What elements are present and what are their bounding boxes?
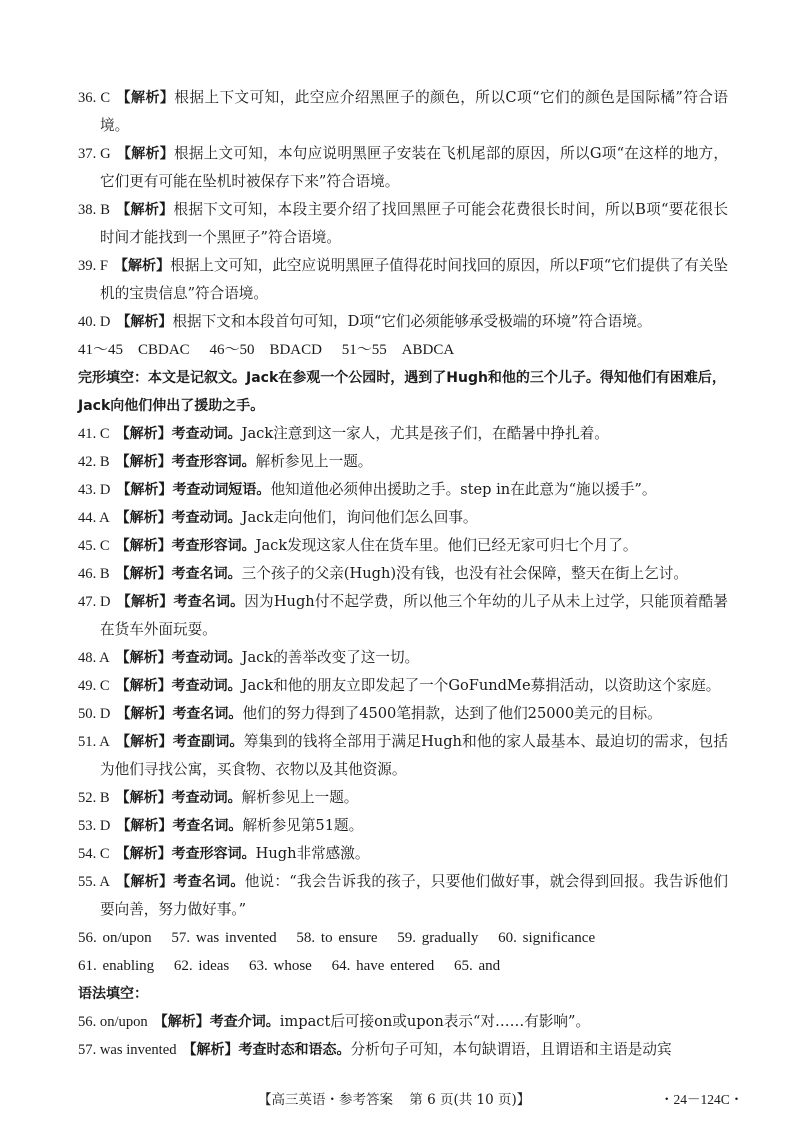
- answer-key-51-55: 51～55 ABDCA: [341, 342, 455, 358]
- explanation-text: 根据上文可知，本句应说明黑匣子安装在飞机尾部的原因，所以G项“在这样的地方，它们更有可能在坠机时被保存下来”符合语境。: [100, 145, 729, 190]
- item-number: 46. B: [78, 566, 110, 582]
- explanation-text: 他们的努力得到了4500笔捐款，达到了他们25000美元的目标。: [242, 705, 662, 722]
- grammar-answers-row-1: [78, 924, 728, 952]
- explanation-text: 解析参见上一题。: [255, 453, 373, 470]
- answer-content: [78, 84, 728, 1064]
- answer-item: [78, 504, 728, 532]
- grammar-heading: 语法填空：: [78, 986, 148, 1002]
- topic-label: 考查名词。: [171, 566, 242, 582]
- item-number: 50. D: [78, 706, 111, 722]
- analysis-tag: 【解析】: [116, 482, 173, 498]
- answer-item: [78, 644, 728, 672]
- topic-label: 考查名词。: [172, 706, 243, 722]
- answer-item: [78, 588, 728, 644]
- item-number: 36. C: [78, 90, 111, 106]
- answer-item: [78, 196, 728, 252]
- answer-item: [78, 252, 728, 308]
- answer-item: [78, 812, 728, 840]
- explanation-text: 三个孩子的父亲(Hugh)没有钱，也没有社会保障，整天在街上乞讨。: [241, 565, 688, 582]
- analysis-tag: 【解析】: [116, 818, 173, 834]
- topic-label: 考查介词。: [209, 1014, 280, 1030]
- analysis-tag: 【解析】: [115, 538, 172, 554]
- answer-item: [78, 784, 728, 812]
- answer-item: [78, 420, 728, 448]
- item-number: 48. A: [78, 650, 110, 666]
- item-number: 39. F: [78, 258, 109, 274]
- cloze-items: [78, 420, 728, 924]
- answer-item: [78, 140, 728, 196]
- item-number: 47. D: [78, 594, 111, 610]
- footer-code: ・24－124C・: [660, 1092, 744, 1107]
- answer-item: [78, 84, 728, 140]
- analysis-tag: 【解析】: [115, 202, 174, 218]
- item-number: 37. G: [78, 146, 111, 162]
- item-number: 49. C: [78, 678, 110, 694]
- explanation-text: 根据下文可知，本段主要介绍了找回黑匣子可能会花费很长时间，所以B项“要花很长时间才能找到一个黑匣子”符合语境。: [100, 201, 729, 246]
- cloze-answer-key: [78, 336, 728, 364]
- analysis-tag: 【解析】: [153, 1014, 210, 1030]
- answer-65: 65. and: [454, 958, 501, 974]
- analysis-tag: 【解析】: [116, 90, 175, 106]
- answer-key-41-45: 41～45 CBDAC: [78, 342, 190, 358]
- item-number: 53. D: [78, 818, 111, 834]
- topic-label: 考查形容词。: [171, 454, 256, 470]
- analysis-tag: 【解析】: [115, 650, 172, 666]
- topic-label: 考查动词。: [171, 510, 242, 526]
- topic-label: 考查动词。: [171, 650, 242, 666]
- analysis-tag: 【解析】: [116, 706, 173, 722]
- explanation-text: 筹集到的钱将全部用于满足Hugh和他的家人最基本、最迫切的需求，包括为他们寻找公寓，买食物、衣物以及其他资源。: [100, 733, 728, 778]
- answer-59: 59. gradually: [397, 930, 479, 946]
- item-number: 45. C: [78, 538, 110, 554]
- answer-61: 61. enabling: [78, 958, 155, 974]
- analysis-tag: 【解析】: [115, 454, 172, 470]
- analysis-tag: 【解析】: [115, 734, 173, 750]
- topic-label: 考查名词。: [172, 818, 243, 834]
- topic-label: 考查名词。: [173, 594, 245, 610]
- analysis-tag: 【解析】: [115, 678, 172, 694]
- cloze-intro: 完形填空：本文是记叙文。Jack在参观一个公园时，遇到了Hugh和他的三个儿子。得知他们有困难后，Jack向他们伸出了援助之手。: [78, 370, 726, 414]
- topic-label: 考查名词。: [173, 874, 245, 890]
- answer-64: 64. have entered: [331, 958, 435, 974]
- explanation-text: Jack走向他们，询问他们怎么回事。: [241, 509, 478, 526]
- topic-label: 考查动词。: [171, 678, 242, 694]
- answer-item: [78, 532, 728, 560]
- item-number: 44. A: [78, 510, 110, 526]
- grammar-items: [78, 1008, 728, 1064]
- explanation-text: 根据上下文可知，此空应介绍黑匣子的颜色，所以C项“它们的颜色是国际橘”符合语境。: [100, 89, 729, 134]
- item-number: 51. A: [78, 734, 110, 750]
- answer-58: 58. to ensure: [296, 930, 378, 946]
- item-number: 42. B: [78, 454, 110, 470]
- item-number: 38. B: [78, 202, 110, 218]
- explanation-text: Jack的善举改变了这一切。: [241, 649, 420, 666]
- answer-57: 57. was invented: [171, 930, 277, 946]
- explanation-text: 因为Hugh付不起学费，所以他三个年幼的儿子从未上过学，只能顶着酷暑在货车外面玩耍。: [100, 593, 729, 638]
- answer-item: [78, 840, 728, 868]
- answer-62: 62. ideas: [173, 958, 230, 974]
- answer-item: [78, 700, 728, 728]
- explanation-text: 他说：“我会告诉我的孩子，只要他们做好事，就会得到回报。我告诉他们要向善，努力做好事。”: [100, 873, 729, 918]
- analysis-tag: 【解析】: [116, 314, 173, 330]
- explanation-text: 他知道他必须伸出援助之手。step in在此意为“施以援手”。: [270, 481, 657, 498]
- answer-63: 63. whose: [248, 958, 312, 974]
- explanation-text: Jack和他的朋友立即发起了一个GoFundMe募捐活动，以资助这个家庭。: [241, 677, 721, 694]
- analysis-tag: 【解析】: [116, 594, 174, 610]
- explanation-text: 解析参见上一题。: [241, 789, 359, 806]
- topic-label: 考查动词短语。: [172, 482, 271, 498]
- footer-center: [258, 1088, 530, 1108]
- analysis-tag: 【解析】: [115, 510, 172, 526]
- analysis-tag: 【解析】: [115, 874, 174, 890]
- item-number: 40. D: [78, 314, 111, 330]
- analysis-tag: 【解析】: [114, 258, 171, 274]
- analysis-tag: 【解析】: [115, 426, 172, 442]
- topic-label: 考查形容词。: [171, 538, 256, 554]
- topic-label: 考查动词。: [171, 790, 242, 806]
- footer-page-number: 第 6 页(共 10 页)】: [409, 1092, 531, 1108]
- analysis-tag: 【解析】: [115, 566, 172, 582]
- item-number: 43. D: [78, 482, 111, 498]
- explanation-text: Jack发现这家人住在货车里。他们已经无家可归七个月了。: [255, 537, 638, 554]
- item-number: 52. B: [78, 790, 110, 806]
- topic-label: 考查副词。: [172, 734, 244, 750]
- analysis-tag: 【解析】: [182, 1042, 239, 1058]
- footer-title: 【高三英语・参考答案: [258, 1092, 393, 1108]
- reading-items: [78, 84, 728, 336]
- explanation-text: impact后可接on或upon表示“对……有影响”。: [279, 1013, 591, 1030]
- answer-item: [78, 672, 728, 700]
- topic-label: 考查动词。: [171, 426, 242, 442]
- answer-item: [78, 308, 728, 336]
- item-number: 54. C: [78, 846, 110, 862]
- grammar-answers-row-2: [78, 952, 728, 980]
- explanation-text: Hugh非常感激。: [255, 845, 370, 862]
- answer-item: [78, 476, 728, 504]
- explanation-text: 解析参见第51题。: [242, 817, 364, 834]
- answer-item: [78, 728, 728, 784]
- item-number: 41. C: [78, 426, 110, 442]
- answer-56: 56. on/upon: [78, 930, 152, 946]
- answer-key-46-50: 46～50 BDACD: [209, 342, 322, 358]
- item-number: 57. was invented: [78, 1042, 177, 1058]
- explanation-text: 分析句子可知，本句缺谓语，且谓语和主语是动宾: [350, 1041, 672, 1058]
- analysis-tag: 【解析】: [115, 790, 172, 806]
- answer-item: [78, 1008, 728, 1036]
- topic-label: 考查时态和语态。: [238, 1042, 351, 1058]
- explanation-text: 根据下文和本段首句可知，D项“它们必须能够承受极端的环境”符合语境。: [172, 313, 652, 330]
- page-footer: [0, 1088, 800, 1108]
- analysis-tag: 【解析】: [115, 846, 172, 862]
- item-number: 55. A: [78, 874, 110, 890]
- analysis-tag: 【解析】: [116, 146, 174, 162]
- answer-item: [78, 560, 728, 588]
- answer-item: [78, 448, 728, 476]
- explanation-text: 根据上文可知，此空应说明黑匣子值得花时间找回的原因，所以F项“它们提供了有关坠机的宝贵信息”符合语境。: [100, 257, 729, 302]
- answer-item: [78, 868, 728, 924]
- answer-item: [78, 1036, 728, 1064]
- item-number: 56. on/upon: [78, 1014, 148, 1030]
- topic-label: 考查形容词。: [171, 846, 256, 862]
- explanation-text: Jack注意到这一家人，尤其是孩子们，在酷暑中挣扎着。: [241, 425, 609, 442]
- answer-60: 60. significance: [498, 930, 596, 946]
